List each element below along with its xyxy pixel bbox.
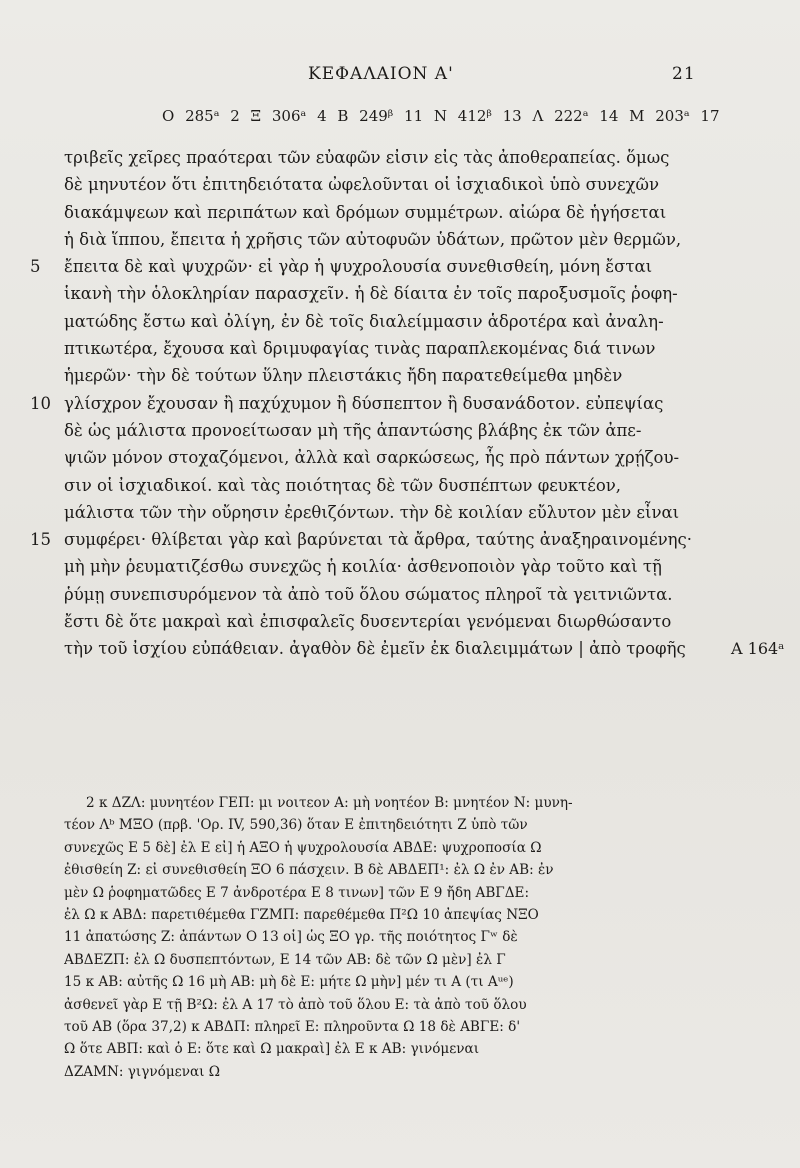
margin-reference: A 164ᵃ xyxy=(731,639,785,659)
page-number: 21 xyxy=(672,64,696,84)
chapter-title: ΚΕΦΑΛΑΙΟΝ Α' xyxy=(308,64,454,84)
text-line xyxy=(64,226,704,253)
line-text: ῥύμῃ συνεπισυρόμενον τὰ ἀπὸ τοῦ ὅλου σώματος πληροῖ τὰ γειτνιῶντα. xyxy=(64,584,673,604)
text-line xyxy=(64,280,704,307)
critical-apparatus xyxy=(64,792,716,1083)
line-text: τριβεῖς χεῖρες πραότεραι τῶν εὐαφῶν εἰσιν εἰς τὰς ἀποθεραπείας. ὅμως xyxy=(64,148,670,167)
text-line xyxy=(64,417,704,444)
main-greek-text xyxy=(30,144,785,663)
line-text: ἡμερῶν· τὴν δὲ τούτων ὕλην πλειστάκις ἤδη παρατεθείμεθα μηδὲν xyxy=(64,366,623,386)
text-line xyxy=(64,608,704,635)
apparatus-line: ΔΖΑΜΝ: γιγνόμεναι Ω xyxy=(64,1063,221,1080)
text-line xyxy=(64,444,704,471)
text-line xyxy=(64,308,704,335)
line-text: γλίσχρον ἔχουσαν ἢ παχύχυμον ἢ δύσπεπτον ἢ δυσανάδοτον. εὐπεψίας xyxy=(64,393,664,413)
line-text: ἱκανὴ τὴν ὁλοκληρίαν παρασχεῖν. ἡ δὲ δίαιτα ἐν τοῖς παροξυσμοῖς ῥοφη- xyxy=(64,284,678,304)
text-line xyxy=(64,335,704,362)
line-text: ἡ διὰ ἵππου, ἔπειτα ἡ χρῆσις τῶν αὐτοφυῶν ὑδάτων, πρῶτον μὲν θερμῶν, xyxy=(64,229,682,249)
text-line xyxy=(64,144,704,171)
line-text: συμφέρει· θλίβεται γὰρ καὶ βαρύνεται τὰ ἄρθρα, ταύτης ἀναξηραινομένης· xyxy=(64,530,693,550)
text-line xyxy=(64,553,704,580)
line-text: μάλιστα τῶν τὴν οὔρησιν ἐρεθιζόντων. τὴν δὲ κοιλίαν εὔλυτον μὲν εἶναι xyxy=(64,502,680,522)
apparatus-line: ἐθισθείη Ζ: εἰ συνεθισθείη ΞΟ 6 πάσχειν. Β δὲ ΑΒΔΕΠ¹: ἐλ Ω ἐν ΑΒ: ἐν xyxy=(64,862,554,879)
running-header xyxy=(0,64,800,94)
line-number: 15 xyxy=(30,530,51,550)
text-line xyxy=(64,199,704,226)
line-number: 5 xyxy=(30,257,41,277)
apparatus-line: 11 ἀπατώσης Ζ: ἀπάντων Ο 13 οἱ] ὡς ΞΟ γρ. τῆς ποιότητος Γʷ δὲ xyxy=(64,929,518,946)
line-text: διακάμψεων καὶ περιπάτων καὶ δρόμων συμμέτρων. αἰώρα δὲ ἡγήσεται xyxy=(64,202,667,222)
line-number: 10 xyxy=(30,393,51,413)
apparatus-line: μὲν Ω ῥοφηματῶδες Ε 7 ἀνδροτέρα Ε 8 τινων] τῶν Ε 9 ἤδη ΑΒΓΔΕ: xyxy=(64,884,530,901)
apparatus-line: ΑΒΔΕΖΠ: ἐλ Ω δυσπεπτόντων, Ε 14 τῶν ΑΒ: δὲ τῶν Ω μὲν] ἐλ Γ xyxy=(64,951,506,968)
apparatus-line: τοῦ ΑΒ (ὅρα 37,2) κ ΑΒΔΠ: πληρεῖ Ε: πληροῦντα Ω 18 δὲ ΑΒΓΕ: δ' xyxy=(64,1018,521,1035)
line-text: τὴν τοῦ ἰσχίου εὐπάθειαν. ἀγαθὸν δὲ ἐμεῖν ἐκ διαλειμμάτων | ἀπὸ τροφῆς xyxy=(64,639,686,659)
line-text: ἔπειτα δὲ καὶ ψυχρῶν· εἰ γὰρ ἡ ψυχρολουσία συνεθισθείη, μόνη ἔσται xyxy=(64,257,653,277)
text-line xyxy=(30,390,704,417)
apparatus-line: τέον Λᵇ ΜΞΟ (πρβ. 'Ορ. IV, 590,36) ὅταν Ε ἐπιτηδειότητι Ζ ὑπὸ τῶν xyxy=(64,817,528,834)
text-line xyxy=(64,472,704,499)
text-line xyxy=(64,499,704,526)
line-text: δὲ ὡς μάλιστα προνοείτωσαν μὴ τῆς ἁπαντώσης βλάβης ἐκ τῶν ἀπε- xyxy=(64,420,642,440)
line-text: ματώδης ἔστω καὶ ὀλίγη, ἐν δὲ τοῖς διαλείμμασιν ἁδροτέρα καὶ ἀναλη- xyxy=(64,311,664,331)
manuscript-sigla-line: O 285ᵃ 2 Ξ 306ᵃ 4 B 249ᵝ 11 N 412ᵝ 13 Λ 222ᵃ 14 M 203ᵃ 17 xyxy=(162,107,720,125)
apparatus-line: ἀσθενεῖ γὰρ Ε τῇ Β²Ω: ἐλ Α 17 τὸ ἀπὸ τοῦ ὅλου Ε: τὰ ἀπὸ τοῦ ὅλου xyxy=(64,996,527,1013)
text-line xyxy=(30,526,704,553)
line-text: πτικωτέρα, ἔχουσα καὶ δριμυφαγίας τινὰς παραπλεκομένας διά τινων xyxy=(64,339,656,359)
apparatus-line: συνεχῶς Ε 5 δὲ] ἐλ Ε εἰ] ἡ ΑΞΟ ἡ ψυχρολουσία ΑΒΔΕ: ψυχροποσία Ω xyxy=(64,839,542,856)
apparatus-line: Ω ὅτε ΑΒΠ: καὶ ὁ Ε: ὅτε καὶ Ω μακραὶ] ἐλ Ε κ ΑΒ: γινόμεναι xyxy=(64,1041,480,1058)
line-text: ἔστι δὲ ὅτε μακραὶ καὶ ἐπισφαλεῖς δυσεντερίαι γενόμεναι διωρθώσαντο xyxy=(64,612,672,632)
text-line xyxy=(64,635,785,662)
text-line xyxy=(64,581,704,608)
text-line xyxy=(30,253,704,280)
text-line xyxy=(64,362,704,389)
line-text: ψιῶν μόνον στοχαζόμενοι, ἀλλὰ καὶ σαρκώσεως, ἧς πρὸ πάντων χρῄζου- xyxy=(64,448,680,468)
apparatus-line: ἐλ Ω κ ΑΒΔ: παρετιθέμεθα ΓΖΜΠ: παρεθέμεθα Π²Ω 10 ἀπεψίας ΝΞΟ xyxy=(64,906,539,923)
apparatus-line: 2 κ ΔΖΛ: μυνητέον ΓΕΠ: μι νοιτεον Α: μὴ νοητέον Β: μνητέον Ν: μυνη- xyxy=(86,795,573,811)
line-text: δὲ μηνυτέον ὅτι ἐπιτηδειότατα ὠφελοῦνται οἱ ἰσχιαδικοὶ ὑπὸ συνεχῶν xyxy=(64,175,659,195)
line-text: μὴ μὴν ῥευματιζέσθω συνεχῶς ἡ κοιλία· ἀσθενοποιὸν γὰρ τοῦτο καὶ τῇ xyxy=(64,557,662,577)
text-line xyxy=(64,171,704,198)
line-text: σιν οἱ ἰσχιαδικοί. καὶ τὰς ποιότητας δὲ τῶν δυσπέπτων φευκτέον, xyxy=(64,475,622,495)
apparatus-line: 15 κ ΑΒ: αὐτῆς Ω 16 μὴ ΑΒ: μὴ δὲ Ε: μήτε Ω μὴν] μέν τι Α (τι Αᵘᵉ) xyxy=(64,974,514,991)
